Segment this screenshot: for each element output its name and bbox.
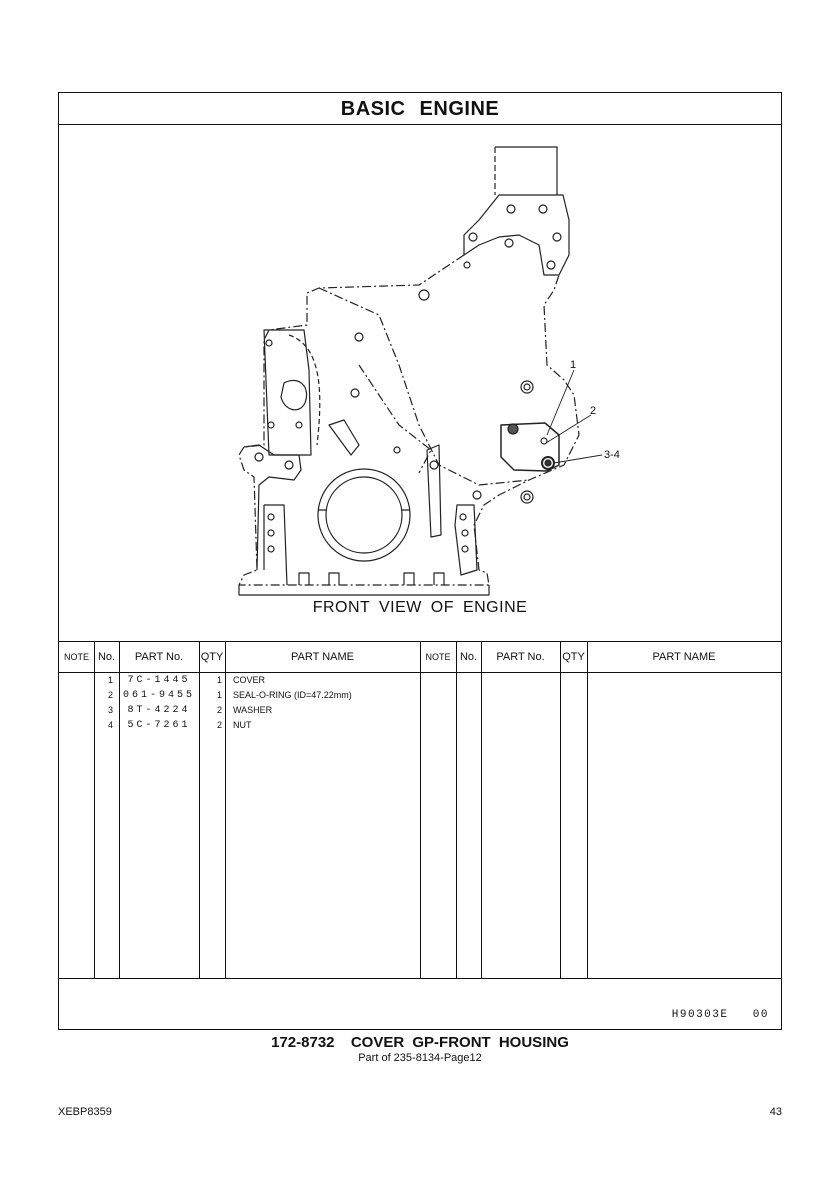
parts-page-frame	[58, 92, 782, 1030]
row-item-no: 3	[107, 705, 113, 715]
row-part-name: WASHER	[233, 705, 273, 715]
header-part-name-2: PART NAME	[652, 651, 716, 663]
header-part-name: PART NAME	[291, 651, 354, 663]
illustration-code: H90303E 00	[671, 1009, 769, 1021]
header-qty: QTY	[200, 651, 224, 663]
engine-illustration	[59, 125, 781, 642]
row-part-no: 8T-4224	[127, 705, 191, 716]
group-title: 172-8732 COVER GP-FRONT HOUSING	[271, 1034, 569, 1051]
row-qty: 2	[216, 705, 222, 715]
row-qty: 1	[216, 675, 222, 685]
row-qty: 2	[216, 720, 222, 730]
frame-footer	[59, 979, 781, 1029]
section-title: BASIC ENGINE	[59, 93, 781, 125]
header-note-2: NOTE	[425, 652, 451, 662]
table-row	[59, 703, 781, 718]
header-part-no-2: PART No.	[496, 651, 545, 663]
row-part-no: 7C-1445	[127, 675, 191, 686]
illustration-caption: FRONT VIEW OF ENGINE	[312, 599, 528, 616]
header-no-2: No.	[459, 651, 478, 663]
row-item-no: 2	[107, 690, 113, 700]
header-no: No.	[97, 651, 116, 663]
callout-3-4: 3-4	[604, 449, 620, 461]
group-subtitle: Part of 235-8134-Page12	[358, 1052, 482, 1064]
document-id: XEBP8359	[58, 1106, 112, 1118]
row-item-no: 1	[107, 675, 113, 685]
row-part-name: NUT	[233, 720, 252, 730]
header-qty-2: QTY	[562, 651, 585, 663]
header-part-no: PART No.	[134, 651, 184, 663]
callout-2: 2	[590, 405, 597, 417]
table-header	[59, 642, 781, 673]
row-item-no: 4	[107, 720, 113, 730]
row-part-name: SEAL-O-RING (ID=47.22mm)	[233, 690, 352, 700]
row-qty: 1	[216, 690, 222, 700]
callout-1: 1	[570, 359, 577, 371]
row-part-no: 061-9455	[122, 690, 195, 701]
row-part-no: 5C-7261	[127, 720, 191, 731]
table-row	[59, 718, 781, 733]
table-row	[59, 673, 781, 688]
row-part-name: COVER	[233, 675, 266, 685]
parts-table	[59, 642, 781, 979]
table-row	[59, 688, 781, 703]
front-housing-drawing	[59, 125, 781, 642]
page-number: 43	[769, 1106, 782, 1118]
header-note: NOTE	[63, 652, 89, 662]
